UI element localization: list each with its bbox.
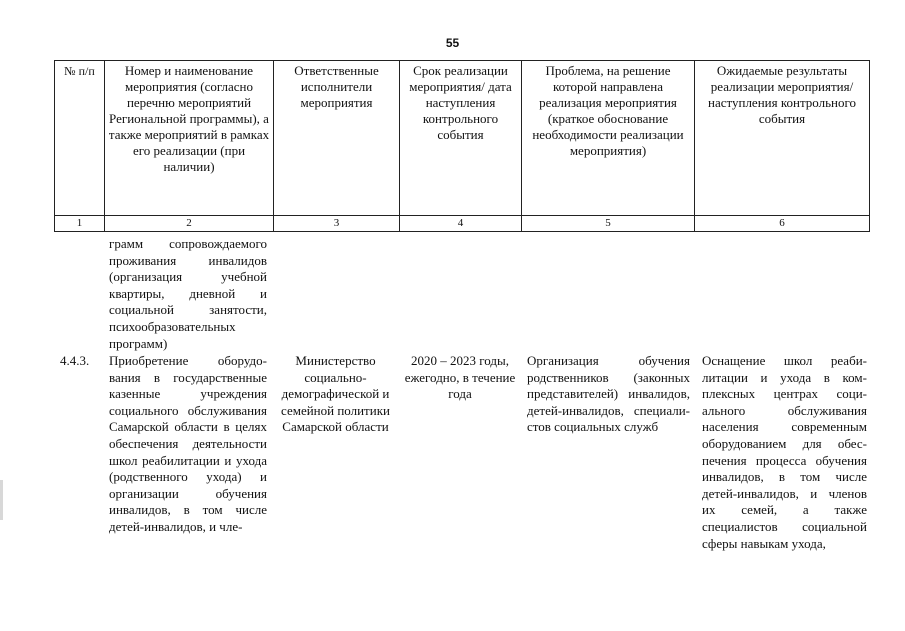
column-number-cell: 2 <box>105 216 274 232</box>
row-term: 2020 – 2023 годы, ежегодно, в течение года <box>404 353 516 402</box>
column-number-cell: 3 <box>274 216 400 232</box>
header-cell-term: Срок реализации мероприятия/ дата наступления контрольного события <box>400 61 522 216</box>
column-number-row <box>55 216 870 232</box>
header-cell-name: Номер и наименование мероприятия (согласно перечню мероприятий Региональной программы), а также мероприятий в рамках его реализации (при наличии) <box>105 61 274 216</box>
header-cell-problem: Проблема, на решение которой направлена реализация мероприятия (краткое обоснование необходимости реализации мероприятия) <box>522 61 695 216</box>
header-cell-result: Ожидаемые результаты реализации мероприятия/ наступления контрольного события <box>695 61 870 216</box>
header-row <box>55 61 870 216</box>
page-number: 55 <box>445 36 460 50</box>
scan-edge-mark <box>0 480 3 520</box>
header-cell-number: № п/п <box>55 61 105 216</box>
column-number-cell: 5 <box>522 216 695 232</box>
row-executors: Министерство социально-демографической и семейной политики Самарской области <box>281 353 390 435</box>
column-number-cell: 6 <box>695 216 870 232</box>
row-measure-name: Приобретение оборудования в государственные казенные учреждения социального обслуживания Самарской области в целях обеспечения деятельности школ реабилитации и ухода (родственного ухода) и организации обучения инвалидов, в том числе детей-инвалидов, и чле- <box>109 353 267 534</box>
measures-table-header <box>54 60 870 232</box>
column-number-cell: 1 <box>55 216 105 232</box>
row-number: 4.4.3. <box>60 353 90 368</box>
row-problem: Организация обучения родственников (законных представителей) инвалидов, детей-инвалидов, специалистов социальных служб <box>527 353 690 435</box>
continuation-text: грамм сопровождаемого проживания инвалидов (организация учебной квартиры, дневной и социальной занятости, психообразовательных программ) <box>109 236 267 351</box>
column-number-cell: 4 <box>400 216 522 232</box>
header-cell-executors: Ответственные исполнители мероприятия <box>274 61 400 216</box>
row-result: Оснащение школ реабилитации и ухода в комплексных центрах социального обслуживания населения современным оборудованием для обеспечения процесса обучения инвалидов, в том числе детей-инвалидов, и членов их семей, а также специалистов социальной сферы навыкам ухода, <box>702 353 867 551</box>
